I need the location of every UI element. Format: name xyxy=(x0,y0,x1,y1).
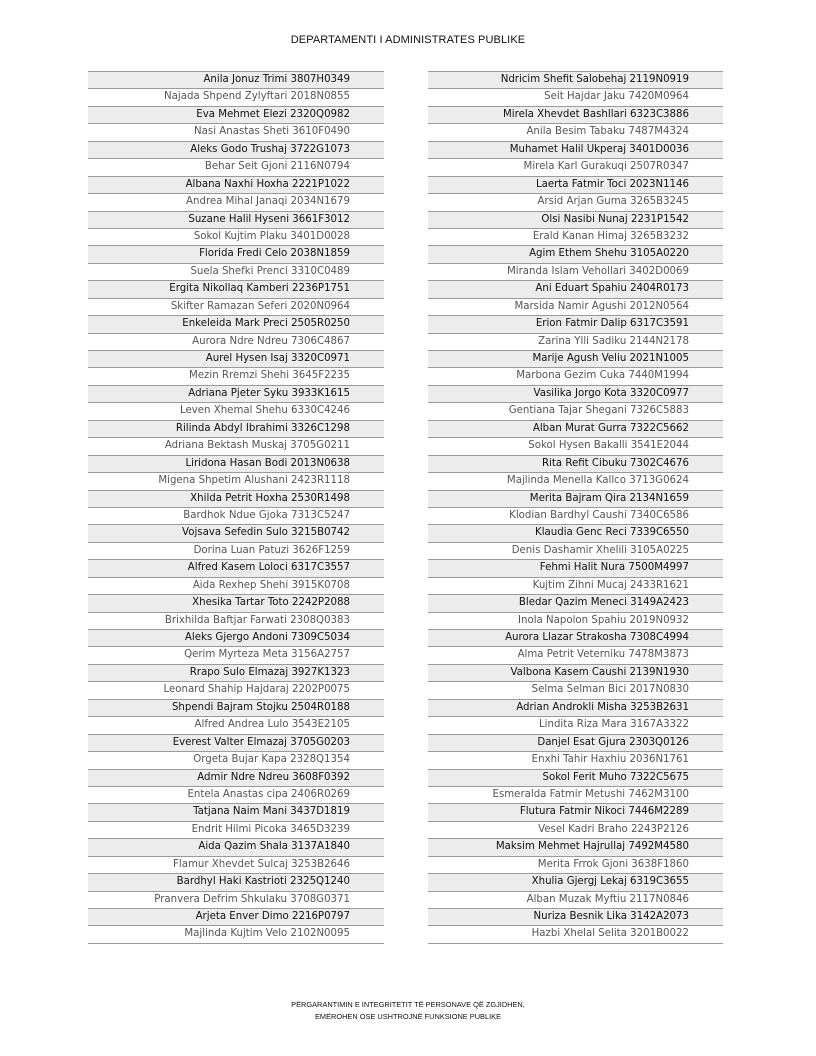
list-item: Suela Shefki Prenci 3310C0489 xyxy=(88,264,384,281)
list-item: Alban Muzak Myftiu 2117N0846 xyxy=(428,892,723,909)
list-item: Adriana Bektash Muskaj 3705G0211 xyxy=(88,438,384,455)
list-item: Klodian Bardhyl Caushi 7340C6586 xyxy=(428,508,723,525)
list-item: Adrian Androkli Misha 3253B2631 xyxy=(428,700,723,717)
list-item: Kujtim Zihni Mucaj 2433R1621 xyxy=(428,578,723,595)
list-item: Lindita Riza Mara 3167A3322 xyxy=(428,717,723,734)
list-item: Qerim Myrteza Meta 3156A2757 xyxy=(88,647,384,664)
list-item: Bardhyl Haki Kastrioti 2325Q1240 xyxy=(88,874,384,891)
list-item: Bledar Qazim Meneci 3149A2423 xyxy=(428,595,723,612)
list-item: Seit Hajdar Jaku 7420M0964 xyxy=(428,89,723,106)
list-item: Selma Selman Bici 2017N0830 xyxy=(428,682,723,699)
list-item: Shpendi Bajram Stojku 2504R0188 xyxy=(88,700,384,717)
list-item: Ndricim Shefit Salobehaj 2119N0919 xyxy=(428,72,723,89)
list-item: Behar Seit Gjoni 2116N0794 xyxy=(88,159,384,176)
list-item: Xhulia Gjergj Lekaj 6319C3655 xyxy=(428,874,723,891)
list-item: Merita Bajram Qira 2134N1659 xyxy=(428,491,723,508)
list-item: Inola Napolon Spahiu 2019N0932 xyxy=(428,613,723,630)
list-item: Anila Jonuz Trimi 3807H0349 xyxy=(88,72,384,89)
list-item: Brixhilda Baftjar Farwati 2308Q0383 xyxy=(88,613,384,630)
list-item: Erald Kanan Himaj 3265B3232 xyxy=(428,229,723,246)
list-item: Nasi Anastas Sheti 3610F0490 xyxy=(88,124,384,141)
list-item: Nuriza Besnik Lika 3142A2073 xyxy=(428,909,723,926)
list-item: Vesel Kadri Braho 2243P2126 xyxy=(428,822,723,839)
list-item: Miranda Islam Vehollari 3402D0069 xyxy=(428,264,723,281)
list-item: Aurora Ndre Ndreu 7306C4867 xyxy=(88,334,384,351)
list-item: Marije Agush Veliu 2021N1005 xyxy=(428,351,723,368)
list-item: Rita Refit Cibuku 7302C4676 xyxy=(428,456,723,473)
list-item: Arsid Arjan Guma 3265B3245 xyxy=(428,194,723,211)
list-item: Sokol Ferit Muho 7322C5675 xyxy=(428,770,723,787)
list-item: Alban Murat Gurra 7322C5662 xyxy=(428,421,723,438)
list-item: Suzane Halil Hyseni 3661F3012 xyxy=(88,212,384,229)
list-item: Migena Shpetim Alushani 2423R1118 xyxy=(88,473,384,490)
list-item: Florida Fredi Celo 2038N1859 xyxy=(88,246,384,263)
footer-line-2: EMËROHEN OSE USHTROJNË FUNKSIONE PUBLIKE xyxy=(314,1012,502,1021)
list-item: Mezin Rremzi Shehi 3645F2235 xyxy=(88,368,384,385)
list-item: Andrea Mihal Janaqi 2034N1679 xyxy=(88,194,384,211)
list-item: Majlinda Menella Kallco 3713G0624 xyxy=(428,473,723,490)
list-item: Flutura Fatmir Nikoci 7446M2289 xyxy=(428,804,723,821)
list-item: Denis Dashamir Xhelili 3105A0225 xyxy=(428,543,723,560)
list-item: Eva Mehmet Elezi 2320Q0982 xyxy=(88,107,384,124)
list-item: Enkeleida Mark Preci 2505R0250 xyxy=(88,316,384,333)
list-item: Aurora Llazar Strakosha 7308C4994 xyxy=(428,630,723,647)
list-item: Endrit Hilmi Picoka 3465D3239 xyxy=(88,822,384,839)
list-item: Leven Xhemal Shehu 6330C4246 xyxy=(88,403,384,420)
list-item: Entela Anastas cipa 2406R0269 xyxy=(88,787,384,804)
left-name-column xyxy=(88,71,384,944)
list-item: Leonard Shahip Hajdaraj 2202P0075 xyxy=(88,682,384,699)
list-item: Dorina Luan Patuzi 3626F1259 xyxy=(88,543,384,560)
list-item: Majlinda Kujtim Velo 2102N0095 xyxy=(88,926,384,943)
list-item: Rrapo Sulo Elmazaj 3927K1323 xyxy=(88,665,384,682)
list-item: Danjel Esat Gjura 2303Q0126 xyxy=(428,735,723,752)
list-item: Skifter Ramazan Seferi 2020N0964 xyxy=(88,299,384,316)
list-item: Aurel Hysen Isaj 3320C0971 xyxy=(88,351,384,368)
list-item: Sokol Hysen Bakalli 3541E2044 xyxy=(428,438,723,455)
list-item: Valbona Kasem Caushi 2139N1930 xyxy=(428,665,723,682)
page-title: DEPARTAMENTI I ADMINISTRATES PUBLIKE xyxy=(290,34,526,46)
list-item: Hazbi Xhelal Selita 3201B0022 xyxy=(428,926,723,943)
list-item: Vojsava Sefedin Sulo 3215B0742 xyxy=(88,525,384,542)
list-item: Adriana Pjeter Syku 3933K1615 xyxy=(88,386,384,403)
list-item: Orgeta Bujar Kapa 2328Q1354 xyxy=(88,752,384,769)
page-footer xyxy=(0,999,816,1023)
list-item: Agim Ethem Shehu 3105A0220 xyxy=(428,246,723,263)
list-item: Mirela Karl Gurakuqi 2507R0347 xyxy=(428,159,723,176)
list-item: Arjeta Enver Dimo 2216P0797 xyxy=(88,909,384,926)
list-item: Marbona Gezim Cuka 7440M1994 xyxy=(428,368,723,385)
list-item: Erion Fatmir Dalip 6317C3591 xyxy=(428,316,723,333)
list-item: Flamur Xhevdet Sulcaj 3253B2646 xyxy=(88,857,384,874)
list-item: Sokol Kujtim Plaku 3401D0028 xyxy=(88,229,384,246)
list-item: Alfred Andrea Lulo 3543E2105 xyxy=(88,717,384,734)
list-item: Ergita Nikollaq Kamberi 2236P1751 xyxy=(88,281,384,298)
list-item: Anila Besim Tabaku 7487M4324 xyxy=(428,124,723,141)
list-item: Gentiana Tajar Shegani 7326C5883 xyxy=(428,403,723,420)
list-item: Maksim Mehmet Hajrullaj 7492M4580 xyxy=(428,839,723,856)
footer-line-1: PËRGARANTIMIN E INTEGRITETIT TË PERSONAVE QË ZGJIDHEN, xyxy=(291,1000,525,1009)
list-item: Fehmi Halit Nura 7500M4997 xyxy=(428,560,723,577)
list-item: Muhamet Halil Ukperaj 3401D0036 xyxy=(428,142,723,159)
list-item: Pranvera Defrim Shkulaku 3708G0371 xyxy=(88,892,384,909)
list-item: Marsida Namir Agushi 2012N0564 xyxy=(428,299,723,316)
list-item: Xhilda Petrit Hoxha 2530R1498 xyxy=(88,491,384,508)
list-item: Alma Petrit Veterniku 7478M3873 xyxy=(428,647,723,664)
list-item: Everest Valter Elmazaj 3705G0203 xyxy=(88,735,384,752)
list-item: Aleks Gjergo Andoni 7309C5034 xyxy=(88,630,384,647)
list-item: Liridona Hasan Bodi 2013N0638 xyxy=(88,456,384,473)
list-item: Aida Qazim Shala 3137A1840 xyxy=(88,839,384,856)
list-item: Mirela Xhevdet Bashllari 6323C3886 xyxy=(428,107,723,124)
list-item: Olsi Nasibi Nunaj 2231P1542 xyxy=(428,212,723,229)
list-item: Xhesika Tartar Toto 2242P2088 xyxy=(88,595,384,612)
list-item: Merita Frrok Gjoni 3638F1860 xyxy=(428,857,723,874)
list-item: Tatjana Naim Mani 3437D1819 xyxy=(88,804,384,821)
list-item: Albana Naxhi Hoxha 2221P1022 xyxy=(88,177,384,194)
list-item: Enxhi Tahir Haxhiu 2036N1761 xyxy=(428,752,723,769)
list-item: Zarina Ylli Sadiku 2144N2178 xyxy=(428,334,723,351)
list-item: Alfred Kasem Loloci 6317C3557 xyxy=(88,560,384,577)
list-item: Aida Rexhep Shehi 3915K0708 xyxy=(88,578,384,595)
list-item: Vasilika Jorgo Kota 3320C0977 xyxy=(428,386,723,403)
list-item: Ani Eduart Spahiu 2404R0173 xyxy=(428,281,723,298)
list-item: Admir Ndre Ndreu 3608F0392 xyxy=(88,770,384,787)
list-item: Bardhok Ndue Gjoka 7313C5247 xyxy=(88,508,384,525)
list-item: Esmeralda Fatmir Metushi 7462M3100 xyxy=(428,787,723,804)
list-item: Laerta Fatmir Toci 2023N1146 xyxy=(428,177,723,194)
right-name-column xyxy=(428,71,723,944)
list-item: Najada Shpend Zylyftari 2018N0855 xyxy=(88,89,384,106)
list-item: Klaudia Genc Reci 7339C6550 xyxy=(428,525,723,542)
list-item: Aleks Godo Trushaj 3722G1073 xyxy=(88,142,384,159)
list-item: Rilinda Abdyl Ibrahimi 3326C1298 xyxy=(88,421,384,438)
